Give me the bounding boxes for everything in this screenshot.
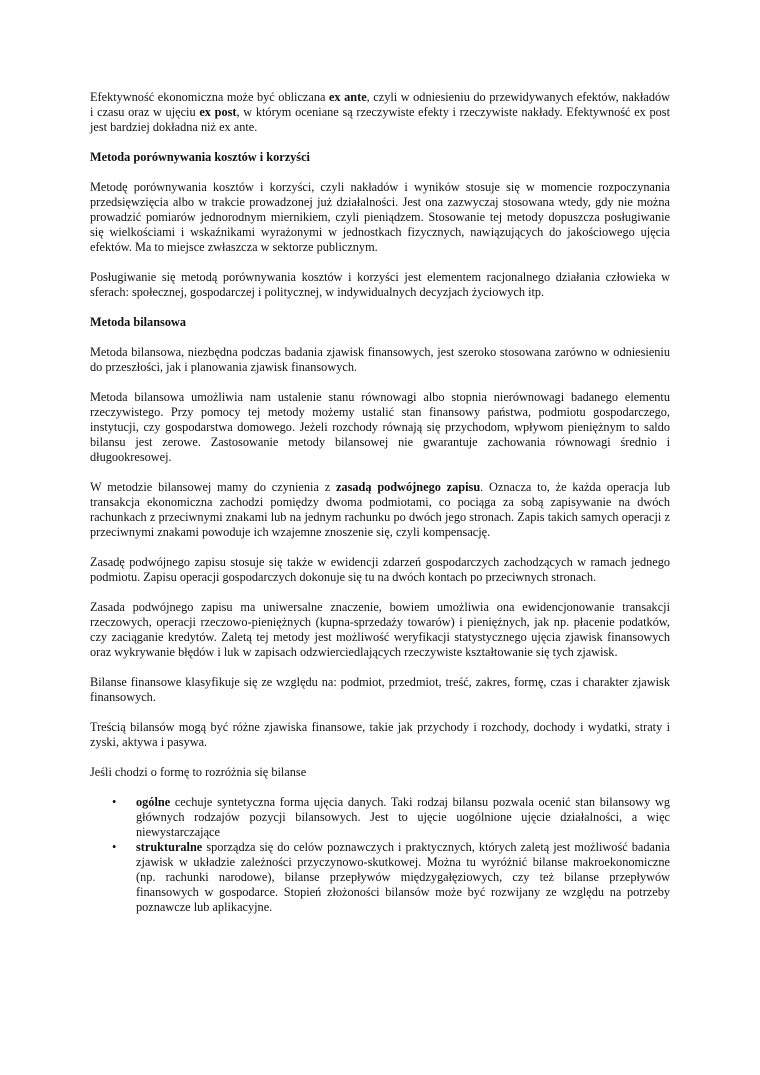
list-item — [90, 795, 670, 840]
balance-form-list — [90, 795, 670, 915]
bold-term-ex-ante: ex ante — [328, 90, 367, 104]
paragraph-classification: Bilanse finansowe klasyfikuje się ze względu na: podmiot, przedmiot, treść, zakres, formę, czas i charakter zjawisk finansowych. — [90, 675, 670, 704]
heading-balance-method: Metoda bilansowa — [90, 315, 186, 329]
bold-term-ex-post: ex post — [199, 105, 237, 119]
paragraph-content: Treścią bilansów mogą być różne zjawiska finansowe, takie jak przychody i rozchody, dochody i wydatki, straty i zyski, aktywa i pasywa. — [90, 720, 670, 749]
paragraph-double-entry-2: Zasadę podwójnego zapisu stosuje się także w ewidencji zdarzeń gospodarczych zachodzących w ramach jednego podmiotu. Zapisu operacji gospodarczych dokonuje się tu na dwóch kontach po przeciwnych stronach. — [90, 555, 670, 584]
paragraph-form: Jeśli chodzi o formę to rozróżnia się bilanse — [90, 765, 307, 779]
paragraph-balance-2: Metoda bilansowa umożliwia nam ustalenie stanu równowagi albo stopnia nierównowagi badanego elementu rzeczywistego. Przy pomocy tej metody możemy ustalić stan finansowy państwa, podmiotu gospodarczego, instytucji, czy gospodarstwa domowego. Jeżeli rozchody równają się przychodom, wpływom pieniężnym to saldo bilansu jest zerowe. Zastosowanie metody bilansowej nie gwarantuje zachowania równowagi średnio i długookresowej. — [90, 390, 670, 464]
document-page — [90, 90, 670, 915]
paragraph-cost-benefit-2: Posługiwanie się metodą porównywania kosztów i korzyści jest elementem racjonalnego działania człowieka w sferach: społecznej, gospodarczej i politycznej, w indywidualnych decyzjach życiowych itp. — [90, 270, 670, 299]
paragraph-efficiency — [90, 90, 670, 135]
list-item-text: sporządza się do celów poznawczych i praktycznych, których zaletą jest możliwość badania zjawisk w układzie zależności przyczynowo-skutkowej. Można tu wyróżnić bilanse makroekonomiczne (np. rachunki narodowe), bilanse przepływów międzygałęziowych, czy też bilanse przepływów finansowych w gospodarce. Stopień złożoności bilansów może być rozwijany ze względu na potrzeby poznawcze lub aplikacyjne. — [136, 840, 670, 914]
text-run: Efektywność ekonomiczna może być obliczana — [90, 90, 329, 104]
text-run: W metodzie bilansowej mamy do czynienia z — [90, 480, 336, 494]
text-run: , w którym oceniane są rzeczywiste efekty i rzeczywiste nakłady. Efektywność ex post jest bardziej dokładna niż ex ante. — [90, 105, 671, 134]
paragraph-double-entry-3: Zasada podwójnego zapisu ma uniwersalne znaczenie, bowiem umożliwia ona ewidencjonowanie transakcji rzeczowych, operacji rzeczowo-pieniężnych (kupna-sprzedaży towarów) i pieniężnych, jak np. płacenie podatków, czy zaciąganie kredytów. Zaletą tej metody jest możliwość weryfikacji statystycznego ujęcia zjawisk finansowych oraz wykrywanie błędów i luk w zapisach odzwierciedlających rzeczywiste kształtowanie się tych zjawisk. — [90, 600, 670, 659]
list-item-text: cechuje syntetyczna forma ujęcia danych. Taki rodzaj bilansu pozwala ocenić stan bilansowy wg głównych rodzajów pozycji bilansowych. Jest to ujęcie uogólnione ujęcie działalności, a więc niewystarczające — [136, 795, 670, 839]
list-item-term: ogólne — [136, 795, 171, 809]
bold-term-double-entry: zasadą podwójnego zapisu — [335, 480, 481, 494]
text-run: , czyli w odniesieniu do przewidywanych efektów, nakładów i czasu oraz w ujęciu — [90, 90, 670, 119]
text-run: . Oznacza to, że każda operacja lub transakcja ekonomiczna zachodzi pomiędzy dwoma podmiotami, co pociąga za sobą zapisywanie na dwóch rachunkach z przeciwnymi znakami lub na jednym rachunku po dwóch jego stronach. Zapis takich samych operacji z przeciwnymi znakami powoduje ich wzajemne znoszenie się, czyli kompensację. — [90, 480, 670, 539]
list-item — [90, 840, 670, 915]
list-item-term: strukturalne — [136, 840, 203, 854]
paragraph-double-entry — [90, 480, 670, 540]
bullet-icon: • — [112, 840, 117, 854]
paragraph-cost-benefit-1: Metodę porównywania kosztów i korzyści, czyli nakładów i wyników stosuje się w momencie rozpoczynania przedsięwzięcia albo w trakcie prowadzonej już działalności. Jest ona zazwyczaj stosowana wtedy, gdy nie można prowadzić pomiarów jednorodnym miernikiem, czyli pieniądzem. Stosowanie tej metody dopuszcza posługiwanie się wielkościami i wskaźnikami wyrażonymi w jednostkach fizycznych, nawiązujących do jakościowego ujęcia efektów. Ma to miejsce zwłaszcza w sektorze publicznym. — [90, 180, 670, 254]
bullet-icon: • — [112, 795, 117, 809]
paragraph-balance-1: Metoda bilansowa, niezbędna podczas badania zjawisk finansowych, jest szeroko stosowana zarówno w odniesieniu do przeszłości, jak i planowania zjawisk finansowych. — [90, 345, 670, 374]
heading-cost-benefit: Metoda porównywania kosztów i korzyści — [90, 150, 310, 164]
